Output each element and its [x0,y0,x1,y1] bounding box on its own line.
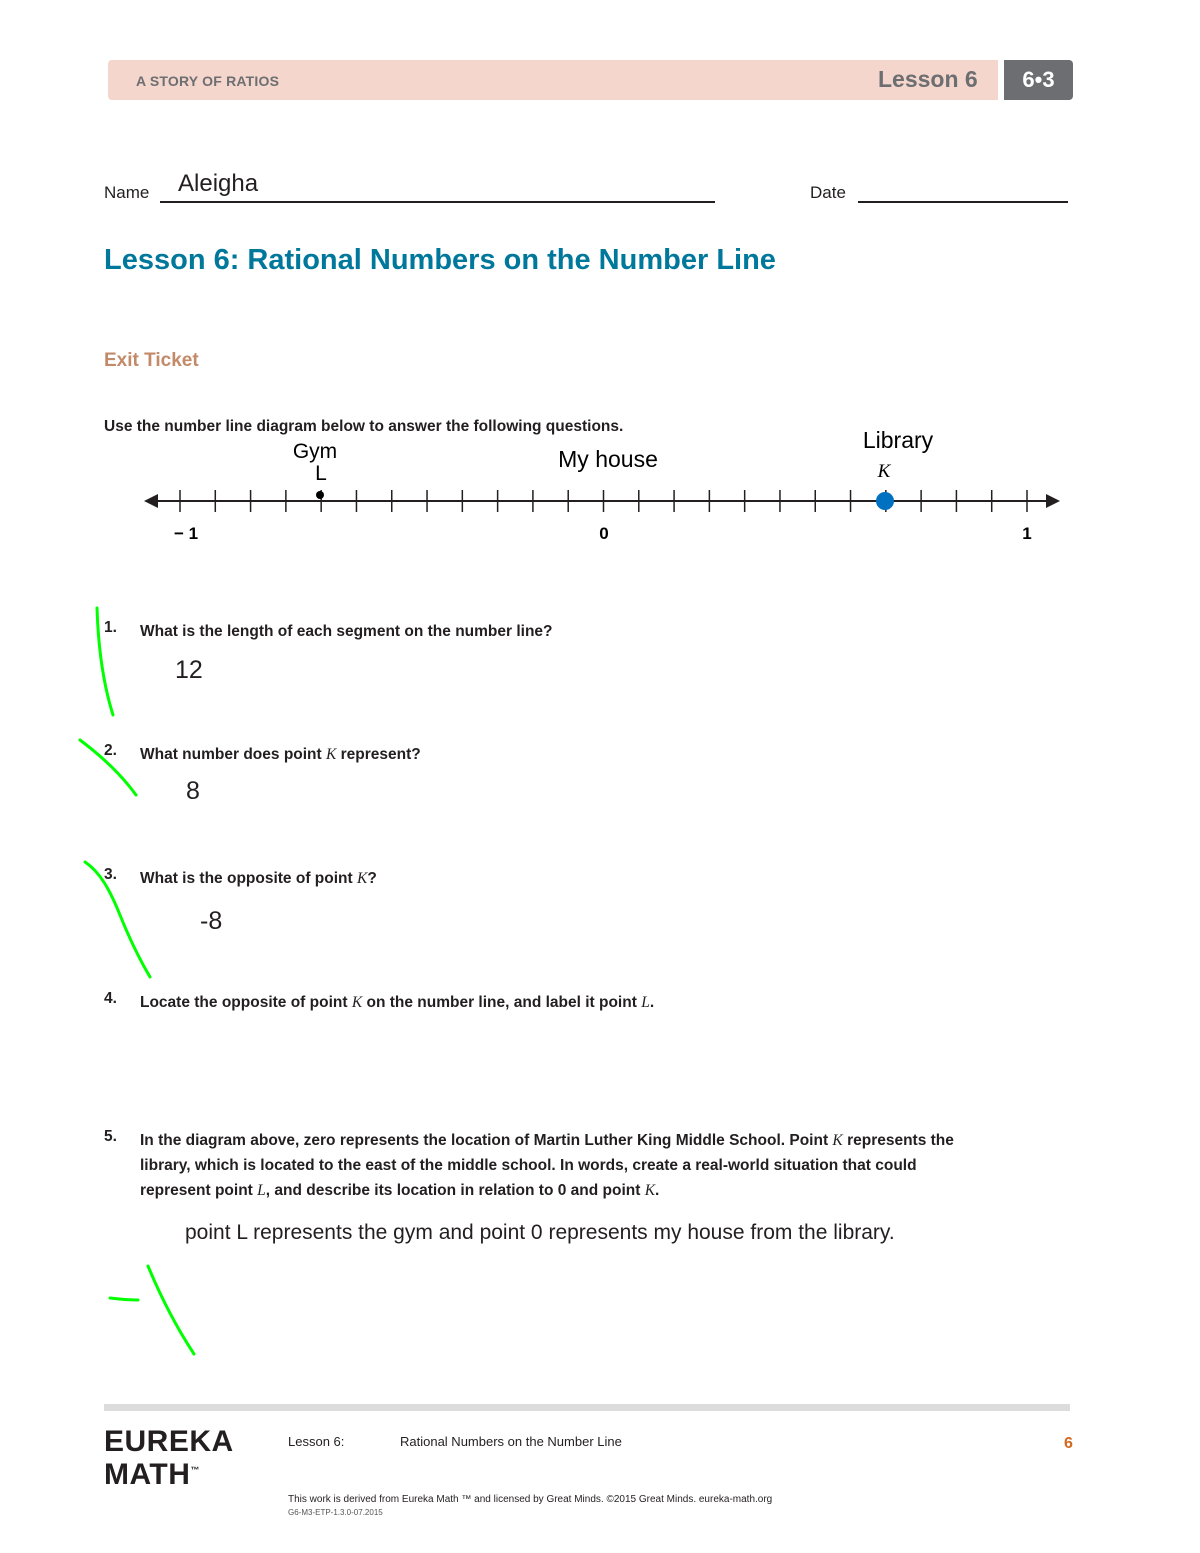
footer-rule [104,1404,1070,1411]
tick-label-zero: 0 [599,524,609,543]
number-line-diagram [0,0,1200,600]
grade-module-badge: 6•3 [1004,60,1073,100]
question-number: 2. [104,742,117,759]
my-house-annotation: My house [558,446,658,472]
page-number: 6 [1064,1435,1073,1452]
left-arrow-icon [144,494,158,508]
gym-annotation: Gym [292,440,338,463]
series-label: A STORY OF RATIOS [136,73,280,89]
instructions: Use the number line diagram below to answer the following questions. [104,418,624,435]
question-text: Locate the opposite of point K on the number line, and label it point L. [140,994,655,1011]
footer-code: G6-M3-ETP-1.3.0-07.2015 [288,1508,383,1517]
tick-label-one: 1 [1022,524,1032,543]
name-label: Name [104,183,150,202]
minus-mark-icon [110,1298,138,1300]
date-label: Date [810,183,846,202]
answer-2[interactable]: 8 [186,777,200,805]
question-text: In the diagram above, zero represents the location of Martin Luther King Middle School. Point K represents the library, which is located to the east of the middle school. In words, create a real-world situation that could represent point L, and describe its location in relation to 0 and point K. [140,1132,954,1199]
check-mark-icon [148,1266,194,1354]
point-l-dot [316,491,324,499]
point-k-dot [876,492,894,510]
question-number: 1. [104,619,117,636]
answer-5[interactable]: point L represents the gym and point 0 represents my house from the library. [185,1221,895,1244]
point-l-annotation: L [315,462,327,485]
question-number: 5. [104,1128,117,1145]
answer-1[interactable]: 12 [175,656,203,684]
answer-3[interactable]: -8 [200,907,223,935]
footer-lesson: Lesson 6: [288,1434,345,1449]
eureka-math-logo: EUREKA MATH™ [104,1425,234,1491]
lesson-tag: Lesson 6 [878,66,978,92]
footer-lesson-title: Rational Numbers on the Number Line [400,1434,622,1449]
question-number: 3. [104,866,117,883]
question-number: 4. [104,990,117,1007]
point-k-label: K [877,461,891,482]
exit-ticket-heading: Exit Ticket [104,350,199,371]
library-annotation: Library [862,427,934,453]
name-field-value[interactable]: Aleigha [178,170,259,197]
page-title: Lesson 6: Rational Numbers on the Number Line [104,244,776,276]
question-text: What is the length of each segment on the number line? [140,623,553,640]
footer-credit: This work is derived from Eureka Math ™ and licensed by Great Minds. ©2015 Great Minds. eureka-math.org [288,1494,773,1505]
right-arrow-icon [1046,494,1060,508]
tick-label-neg1: − 1 [173,524,199,543]
question-text: What number does point K represent? [140,746,421,763]
question-text: What is the opposite of point K? [140,870,377,887]
